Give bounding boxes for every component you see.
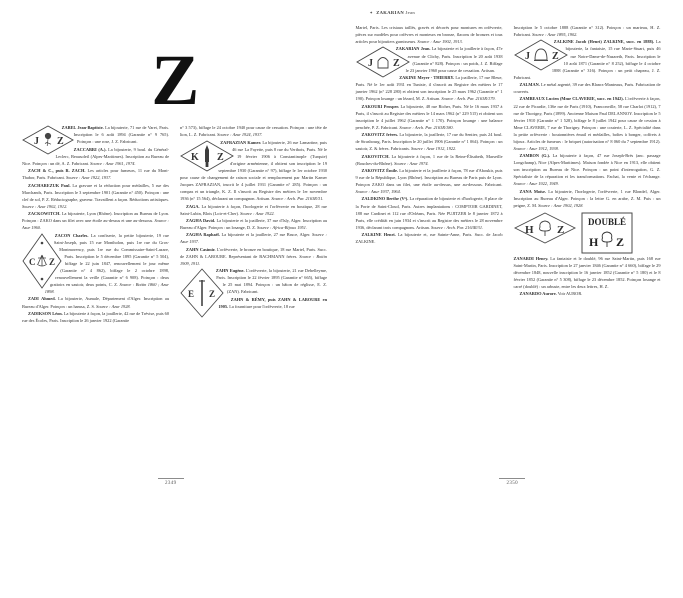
right-header-name: ZAKARIAN (376, 10, 404, 15)
entry-name: ZACKOWITCH. (28, 211, 60, 216)
entry-name: ZANARDO Aurore. (520, 291, 557, 296)
entry-text: Martel, Paris. Les cristaux taillés, gravés et décorés pour montures en orfèvrerie, pièces sur modèles pour orfèvres et monteurs en bronze, flacons de bronzes et tous articles pour bijoutiers garnisseurs. (356, 25, 503, 44)
entry-text: La bijouterie à façon, 1 rue de la Reine-Élisabeth, Marseille (Bouches-du-Rhône). (356, 154, 503, 166)
entry-source: Source : Azur 1922. (240, 211, 275, 216)
right-columns (356, 24, 662, 498)
right-column-2 (514, 24, 661, 498)
svg-text:Z: Z (552, 51, 559, 62)
left-column-1 (22, 124, 169, 598)
entry-source: Source : Arch. Par. 2163R/31. (271, 196, 323, 201)
hallmark-zabel (22, 125, 74, 155)
svg-text:Z: Z (217, 152, 224, 163)
entry-name: ZAHN & RÉMY, puis ZAHN & LABOURE en 1905. (218, 297, 327, 309)
entry-source: Source : Azur 1902, 1913. (417, 39, 462, 44)
entry-zalman (514, 81, 661, 95)
svg-text:Z: Z (49, 257, 55, 267)
hallmark-zakarian (356, 46, 410, 78)
entry-text: Les articles pour fumeurs, 11 rue du Mont-Thabor, Paris. Fabricant. (22, 168, 169, 180)
entry-name: ZAMBON (G.). (520, 153, 551, 158)
entry-text: La bijouterie à façon, la joaillerie, 42 rue de Trévise, puis 60 rue des Écoles, Paris. Inscription le 26 janvier 1922 (Garantie (22, 311, 169, 323)
svg-text:Z: Z (616, 235, 624, 249)
entry-text: La bijouterie, la joaillerie, 17 rue du Sentier, puis 24 boul. de Strasbourg, Paris. Inscription le 20 juillet 1906 (Garantie n° 1 064). Poinçon : un sautoir, Z. & frères. Fabricants. (356, 132, 503, 151)
entry-name: ZAGHA David. (186, 218, 215, 223)
entry-source: Source : Azur 1902, 1912. (22, 204, 67, 209)
entry-source: Source : Azur 1912, 1922. (411, 146, 456, 151)
entry-name: ZALMAN. (520, 82, 540, 87)
entry-name: ZANA Moïse. (520, 189, 547, 194)
entry-zaga (180, 203, 327, 217)
entry-text: La bijouterie et la joaillerie à façon, 47e avenue de Clichy, Paris. Inscription le 20 août 1938 (Garantie n° 828). Poinçon : un poids, J. Z. Biffage le 23 janvier 1960 pour cause de cessation. Artisan. (406, 46, 503, 72)
entry-source: Source : Azur 1960. (22, 218, 169, 230)
entry-source: Source : Arch. Par. 2163R/179. (441, 96, 495, 101)
entry-text: La bijouterie à façon, l'horlogerie et l'orfèvrerie en boutique, 28 rue Saint-Lubin, Blois (Loir-et-Cher). (180, 204, 327, 216)
svg-text:J: J (34, 136, 39, 147)
svg-text:J: J (368, 58, 373, 69)
svg-text:J: J (525, 51, 530, 62)
left-page (0, 0, 342, 500)
entry-name: ZACCABRI (A.). (74, 147, 107, 152)
entry-name: ZANARDI Henry. (514, 256, 549, 261)
entry-name: ZAKINE Meyer - THIERRY. (399, 75, 454, 80)
left-column-2 (180, 124, 327, 598)
entry-source: Source : Arch. Par. 2163R/180. (399, 125, 453, 130)
entry-source: Source : Azur 1937, 1964. (356, 189, 401, 194)
entry-source: Source : Azur 1937. (180, 232, 327, 244)
right-page-number: 2350 (506, 481, 518, 486)
entry-source: Source : Azur 1961, 1974. (90, 161, 135, 166)
svg-text:Z: Z (209, 289, 215, 299)
entry-text: La bijouterie, 9 boul. du Général-Leclerc, Beausoleil (Alpes-Maritimes). Inscription au Bureau de Nice. Poinçon : un dé, A. Z. Fabricant. (22, 147, 169, 166)
right-folio (342, 478, 683, 486)
entry-source: Source : Africa-Bijoux 1951. (257, 225, 307, 230)
svg-text:Z: Z (557, 224, 564, 236)
entry-name: ZAKOVITZ Émile. (362, 168, 399, 173)
svg-text:C: C (29, 257, 36, 267)
svg-text:Z: Z (393, 58, 400, 69)
right-running-header (356, 10, 662, 24)
entry-name: ZACON Charles. (55, 233, 89, 238)
svg-text:H: H (589, 235, 599, 249)
entry-text: La bijouterie, 71 rue de Varet, Paris. Inscription le 6 août 1894 (Garantie n° 9 765). Poinçon : une rose, J. Z. Fabricant. (74, 125, 169, 144)
right-page (342, 0, 683, 500)
entry-name: ZACH & C., puis R. ZACH. (28, 168, 85, 173)
entry-name: ZAHN Casimir. (186, 247, 215, 252)
entry-name: ZADIKSON Léon. (28, 311, 63, 316)
entry-zakovitz-emile (356, 167, 503, 195)
entry-name: ZADI Ahmed. (28, 296, 56, 301)
entry-text: La bijouterie, 48 rue Richer, Paris. Né le 16 mars 1937 à Paris, il s'inscrit au Registre des métiers le 14 mars 1962 (n° 229 515) et obtient son inscription le 4 juillet 1962 (Garantie n° 1 170). Poinçon losange : une balance penchée, P. Z. Fabricant. (356, 104, 503, 130)
entry-source: Source : Azur 1895, 1902. (532, 32, 577, 37)
hallmark-zanardi-double-box (581, 212, 633, 254)
entry-name: ZAMBEAUX Lucien (Mme CLAVERIE, succ. en 1942). (520, 96, 624, 101)
entry-zaldkino (356, 195, 503, 230)
right-column-1 (356, 24, 503, 498)
entry-text: La bijouterie, l'horlogerie, l'orfèvrerie, 1 rue Blondel, Alger. Inscription au Bureau d'Alger. Poinçon : la lettre G. en arabe, Z. M. Puis : un peigne, Z. M. (514, 189, 661, 208)
entry-name: ZAKOURI Prosper. (362, 104, 400, 109)
entry-zach (22, 167, 169, 181)
left-page-number: 2349 (165, 481, 177, 486)
entry-text: La bijouterie et la joaillerie, 27 rue Bruce, Alger. (220, 232, 312, 237)
entry-name: ZAKARIAN Jean. (396, 46, 431, 51)
entry-zanardo (514, 290, 661, 297)
entry-text: La gravure et la réduction pour médailles, 5 rue des Marchands, Paris. Inscription le 3 septembre 1901 (Garantie n° 450). Poinçon : une clef de sol, P. Z. Réductographe, graveur. Travaillent a façon. Réductions artistiques. (22, 183, 169, 202)
entry-zanardi (514, 255, 661, 290)
svg-text:E: E (188, 289, 194, 299)
page-gutter (341, 0, 342, 500)
entry-name: ZALKINE Henri. (362, 232, 396, 237)
folio-rule (499, 478, 525, 479)
entry-name: ZAGA. (186, 204, 200, 209)
entry-source: Source : Arch. Par. 2163R/31. (431, 225, 483, 230)
hallmark-zahn (180, 268, 224, 318)
hallmark-zafrazian (180, 140, 234, 172)
entry-source: Source : Azur 1902, 1928. (538, 203, 583, 208)
entry-text: La bijouterie et la joaillerie, 37 rue d'Isly, Alger. Inscription au Bureau d'Alger. Poinçon : un losange, D. Z. (180, 218, 327, 230)
hallmark-zacon (22, 233, 62, 289)
entry-zackowitch (22, 210, 169, 231)
entry-name: ZAHN Eugène. (216, 268, 245, 273)
entry-source: Source : Azur 1922, 1949. (514, 181, 559, 186)
entry-text: La réparation de bijouterie et d'horlogerie, 8 place de la Porte de Saint-Cloud, Paris. Autres implantations : COMPTOIR GARDINET, 188 rue Cardinet et 112 rue d'Orléans, Paris. Née PUJITZER le 8 janvier 1872 à Paris, elle créditât en juin 1934 et s'inscrit au Registre des métiers le 28 novembre 1936, déclarant trois compagnons. Artisan. (356, 196, 503, 229)
entry-text: Le métal argenté, 39 rue des Blancs-Manteaux, Paris. Fabrication de couverts. (514, 82, 661, 94)
section-letter: Z (22, 46, 328, 114)
entry-text: La bijouterie et la joaillerie à façon, 78 rue d'Aboukir, puis 9 rue de la République, Lyon (Rhône). Inscription au Bureau de Paris puis de Lyon. Poinçon ZAKO dans un filet, une étoile au-dessus, une au-dessous. Fabricant. (356, 168, 503, 187)
entry-name: ZAKOVITZ frères. (362, 132, 399, 137)
entry-source: Source : Bottin 1909, 1911. (180, 254, 327, 266)
hallmark-pair-zanardi (514, 212, 661, 254)
entry-zakouri (356, 103, 503, 131)
entry-zagha-david (180, 217, 327, 231)
svg-text:K: K (191, 152, 199, 163)
entry-zahn-casimir (180, 246, 327, 267)
entry-text: La confiserie, la petite bijouterie, 19 rue Saint-Joseph, puis 15 rue Montholon, puis 1re rue du Gros-Montmorency, puis 1re rue du Commissaire-Saint-Lazare, Paris. Inscription le 5 décembre 1895 (Garantie n° 5 504), biffage le 22 juin 1847, renouvellement le jour même (Garantie n° 4 862), biffage le 2 octobre 1898, renouvellement la veille (Garantie n° 6 908). Poinçon : deux grattoirs en sautoir, deux points, C. Z. (50, 233, 169, 287)
entry-zana (514, 188, 661, 209)
entry-zadikson-cont (180, 124, 327, 138)
entry-name: ZAKOVITCH. (362, 154, 390, 159)
entry-name: ZAFRAZIAN Kamer. (220, 140, 261, 145)
folio-rule (158, 478, 184, 479)
left-columns (22, 124, 328, 598)
entry-name: ZACHAREZUK Paul. (28, 183, 71, 188)
entry-zalkine-henri (356, 231, 503, 245)
entry-source: Source : Azur 1922, 1937. (66, 175, 111, 180)
entry-text: Inscription le 5 octobre 1888 (Garantie n° 312). Poinçon : un marteau, H. Z. Fabricant. (514, 25, 661, 37)
entry-text: La fourniture pour l'orfèvrerie, 18 rue (228, 304, 295, 309)
entry-zadi (22, 295, 169, 309)
entry-text: La bijouterie et, rue Sainte-Anne, Paris. Succ. de Jacob ZALKINE. (356, 232, 503, 244)
entry-zalkine-henri-cont (514, 24, 661, 38)
entry-text: La bijouterie à façon, 47 rue Joseph-Brés (anc. passage Longchamp), Nice (Alpes-Maritimes). Maison fondée à Nice en 1913, elle obtient son inscription au Bureau de Nice. Poinçon : un point d'interrogation, G. Z. Spécialiste de la réparation et les transformations. Fachat, la vente et l'échange. (514, 153, 661, 179)
entry-text: La bijouterie, Lyon (Rhône). Inscription au Bureau de Lyon. Poinçon : ZAKO dans un filet avec une étoile au-dessus et une au-dessous. (22, 211, 169, 223)
entry-name: ZAGHA Raphaël. (186, 232, 220, 237)
entry-text: L'orfèvrerie, le bronze en boutique, 18 rue Martel, Paris. Succ. de ZAHN & LABOURE. Représentant de BACHMANN frères. (180, 247, 327, 259)
entry-zagha-raphael (180, 231, 327, 245)
entry-text: La bijouterie, 26 rue Lamartine, puis 46 rue La Fayette, puis 8 rue du Vertbois, Paris. Né le 19 février 1906 à Constantinople (Turquie) d'origine arménienne, il obtient son inscription le 19 septembre 1930 (Garantie n° 97), biffage le 1er octobre 1930 pour cause de changement de raison sociale et remplacement par Martin Kamer Jacques ZAFRAZIAN, inscrit le 4 juillet 1931 (Garantie n° 285). Poinçon : un compas et un triangle, K. Z. Il s'inscrit au Registre des métiers le 1er novembre 1936 (n° 15 564), déclarant un compagnon. Artisan. (180, 140, 327, 201)
left-folio (0, 478, 342, 486)
entry-text: n° 3 573), biffage le 24 octobre 1940 pour cause de cessation. Poinçon : une tête de lion, L. Z. Fabricant. (180, 125, 327, 137)
right-header-firstname: Jean (406, 10, 416, 15)
entry-zakovitch (356, 153, 503, 167)
entry-text: La bijouterie, la fantaisie, 15 rue Marie-Stuart, puis 46 rue Notre-Dame-de-Nazareth, Paris. Inscription le 10 août 1871 (Garantie n° 8 252), biffage le 4 octobre 1888 (Garantie n° 316). Poinçon : un petit chapeau, J. Z. Fabricant. (514, 39, 661, 79)
entry-name: ZALDKINO Berthe (Vᵉ). (362, 196, 409, 201)
entry-name: ZABEL Jean-Baptiste. (62, 125, 104, 130)
entry-zambeaux (514, 95, 661, 151)
entry-text: La fantaisie et le doublé, 96 rue Saint-Martin, puis 168 rue Saint-Martin, Paris. Inscription le 27 janvier 1846 (Garantie n° 4 660), biffage le 29 décembre 1848, nouvelle inscription le 16 janvier 1852 (Garantie n° 5 180) et le 8 février 1852 (Garantie n° 5 308), biffage le 23 décembre 1852. Poinçon losange et carré (doublé) : un arbuste, entre les deux lettres, H. Z. (514, 256, 661, 289)
hallmark-zanardi-lozenge (514, 212, 576, 246)
entry-source: Source : Azur 1928. (96, 304, 131, 309)
header-marker-icon: ✦ (370, 10, 374, 15)
entry-source: Source : Bottin 1860 ; Azur 1898. (45, 282, 169, 294)
entry-source: Source : Azur 1974. (394, 161, 429, 166)
entry-text: La bijouterie, Aumale, Département d'Alger. Inscription au Bureau d'Alger. Poinçon : un hamsa, Z. S. (22, 296, 169, 308)
entry-text: Voir AUROR. (557, 291, 583, 296)
entry-text: L'orfèvrerie, la bijouterie, 21 rue Debelleyme, Paris. Inscription le 22 février 1895 (Garantie n° 665), biffage le 25 mai 1894. Poinçon : un bâton de réglisse, E. Z. (ZAN). Fabricant. (216, 268, 327, 294)
entry-zambon (514, 152, 661, 187)
entry-source: Source : Azur 1924, 1937. (217, 132, 262, 137)
entry-text: L'orfèvrerie à façon, 22 rue de Picardie, 136e rue de Paris (1910), Franconville, 58 rue Charlot (1912), 7 rue de Thorigny, Paris (1899). Ancienne Maison Paul DELANNOY. Inscription le 5 février 1910 (Garantie n° 1 528), biffage le 8 juillet 1942 pour cause de cession à Mme CLAVERIE, 7 rue de Thorigny. Poinçon : une couterie, L. Z. Spécialité dans la petite orfèvrerie : boutonnières émail et médailles, boîtes à bonger, coffrets à bijoux. Articles de fumeurs : le briquet (autorisation n° 8 060 du 7 septembre 1912). (514, 96, 661, 143)
entry-zadikson (22, 310, 169, 324)
entry-source: Source : Azur 1912, 1938. (514, 146, 559, 151)
svg-text:DOUBLÉ: DOUBLÉ (587, 217, 625, 227)
svg-text:H: H (525, 224, 534, 236)
entry-text: La joaillerie, 17 rue Bleue, Paris. Né le 1er août 1931 en Tunisie, il s'inscrit au Registre des métiers le 17 janvier 1962 (n° 228 280) et obtient son inscription le 25 mars 1962 (Garantie n° 1 190). Poinçon losange : un lézard, M. Z. Artisan. (356, 75, 503, 101)
svg-text:Z: Z (57, 136, 64, 147)
hallmark-zalkine (514, 39, 568, 71)
entry-zakovitz-freres (356, 131, 503, 152)
entry-name: ZALKINE Jacob (Henri) ZALKINE, succ. en 1888). (554, 39, 654, 44)
entry-zahn-labouret-cont (356, 24, 503, 45)
entry-zacharezuk (22, 182, 169, 210)
